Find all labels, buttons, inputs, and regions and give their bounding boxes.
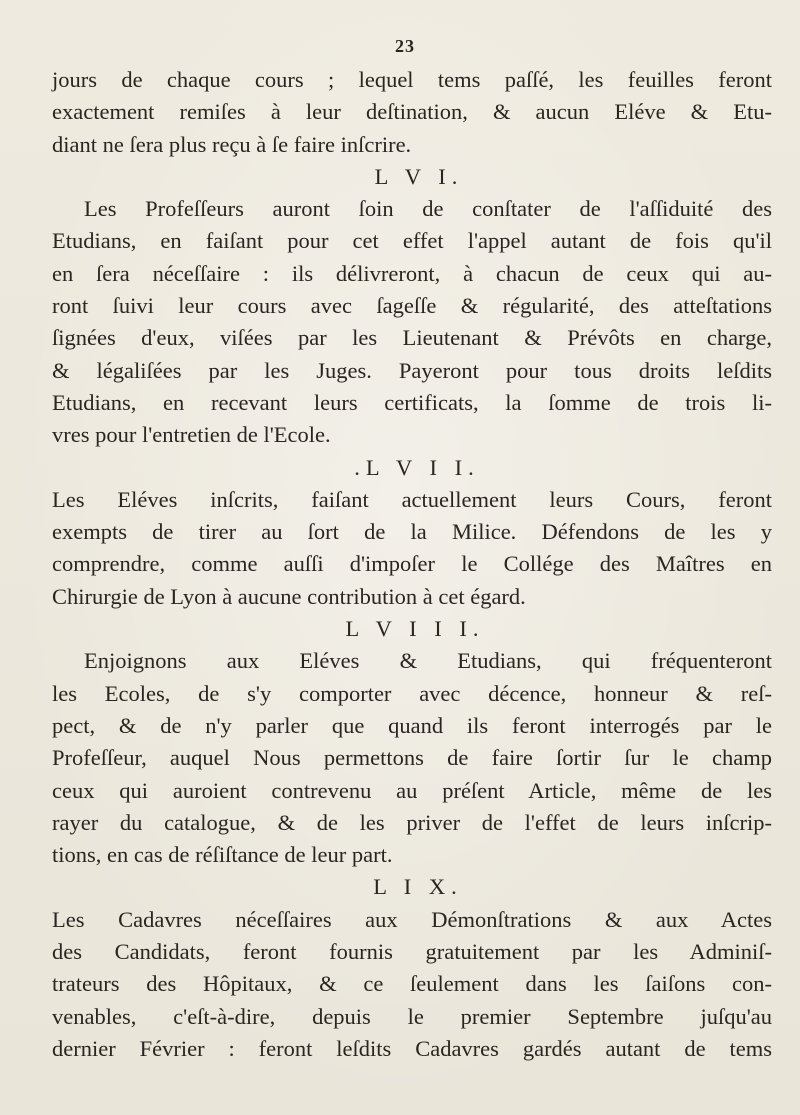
article-heading: L I X. (373, 874, 463, 900)
text-line: les Ecoles, de s'y comporter avec décence, honneur & reſ- (52, 680, 772, 706)
text-line: jours de chaque cours ; lequel tems paſſé, les feuilles feront (52, 67, 772, 92)
article-heading: .L V I I. (354, 454, 480, 480)
text-line: exempts de tirer au ſort de la Milice. Défendons de les y (52, 519, 772, 545)
text-line: Les Eléves inſcrits, faiſant actuellement leurs Cours, feront (52, 486, 772, 512)
text-line: Les Cadavres néceſſaires aux Démonſtrations & aux Actes (52, 906, 772, 932)
text-line: pect, & de n'y parler que quand ils feront interrogés par le (52, 712, 772, 738)
article-heading: L V I. (374, 163, 464, 189)
text-line: venables, c'eſt-à-dire, depuis le premier Septembre juſqu'au (52, 1003, 772, 1029)
text-line: vres pour l'entretien de l'Ecole. (52, 422, 331, 448)
text-line: ſignées d'eux, viſées par les Lieutenant & Prévôts en charge, (52, 325, 772, 351)
text-line: diant ne ſera plus reçu à ſe faire inſcrire. (52, 131, 412, 157)
text-line: trateurs des Hôpitaux, & ce ſeulement dans les ſaiſons con- (52, 971, 772, 997)
text-line: Etudians, en faiſant pour cet effet l'appel autant de fois qu'il (52, 228, 772, 254)
text-line: Enjoignons aux Eléves & Etudians, qui fréquenteront (84, 648, 772, 674)
text-line: tions, en cas de réſiſtance de leur part. (52, 842, 393, 868)
text-line: ceux qui auroient contrevenu au préſent Article, même de les (52, 777, 772, 803)
text-line: comprendre, comme auſſi d'impoſer le Collége des Maîtres en (52, 551, 772, 577)
text-block (52, 64, 772, 1065)
text-line: Chirurgie de Lyon à aucune contribution à cet égard. (52, 583, 526, 609)
text-line: exactement remiſes à leur deſtination, & aucun Eléve & Etu- (52, 99, 772, 125)
text-line: rayer du catalogue, & de les priver de l'effet de leurs inſcrip- (52, 809, 772, 835)
text-line: & légaliſées par les Juges. Payeront pour tous droits leſdits (52, 357, 772, 383)
text-line: Etudians, en recevant leurs certificats, la ſomme de trois li- (52, 389, 772, 415)
text-line: dernier Février : feront leſdits Cadavres gardés autant de tems (52, 1035, 772, 1061)
text-line: ront ſuivi leur cours avec ſageſſe & régularité, des atteſtations (52, 293, 772, 319)
article-heading: L V I I I. (345, 616, 485, 642)
text-line: en ſera néceſſaire : ils délivreront, à chacun de ceux qui au- (52, 260, 772, 286)
text-line: des Candidats, feront fournis gratuitement par les Adminiſ- (52, 939, 772, 965)
text-line: Les Profeſſeurs auront ſoin de conſtater de l'aſſiduité des (84, 196, 772, 222)
text-line: Profeſſeur, auquel Nous permettons de faire ſortir ſur le champ (52, 745, 772, 771)
page-number: 23 (395, 36, 415, 56)
